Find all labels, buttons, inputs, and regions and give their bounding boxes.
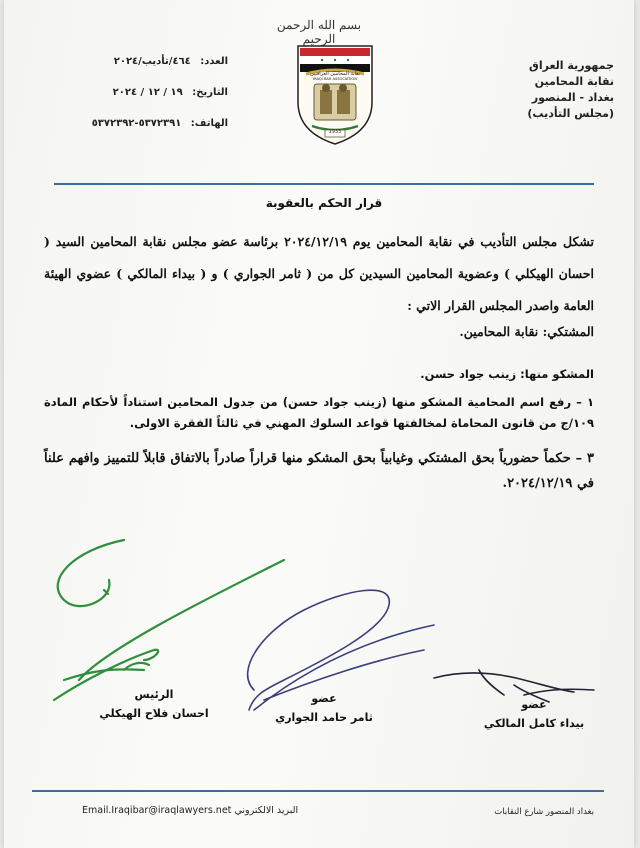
bar-association-logo [292, 40, 378, 146]
basmala: بسم الله الرحمن الرحيم [276, 18, 362, 46]
document-reference-block [68, 56, 228, 149]
reference-row [68, 56, 228, 87]
ruling-item-1: ١ – رفع اسم المحامية المشكو منها (زينب جواد حسن) من جدول المحامين استناداً لأحكام المادة ١٠٩/ج من قانون المحاماة لمخالفتها قواعد السلوك المهني في ثالثاً الفقرة الاولى. [44, 395, 594, 430]
organization-header [464, 58, 614, 122]
logo-year: 1933 [328, 129, 342, 135]
date-value: ١٩ / ١٢ / ٢٠٢٤ [112, 87, 183, 98]
signature-block-chairman [74, 688, 234, 720]
phone-value: ٥٣٧٢٣٩١-٥٣٧٢٣٩٢ [91, 118, 182, 129]
footer-address: بغداد المنصور شارع النقابات [494, 807, 594, 817]
member-1-name: ثامر حامد الجواري [275, 711, 373, 724]
date-row [68, 87, 228, 118]
complainant-line: المشتكي: نقابة المحامين. [459, 324, 594, 339]
footer-divider [32, 790, 604, 792]
member-1-role: عضو [311, 692, 337, 705]
org-name: نقابة المحامين [534, 75, 614, 88]
member-2-name: بيداء كامل المالكي [483, 717, 585, 730]
chairman-role: الرئيس [134, 688, 174, 701]
email-label: البريد الالكتروني [234, 805, 299, 816]
date-label: التاريخ: [192, 87, 228, 98]
phone-label: الهاتف: [190, 118, 228, 129]
ref-value: ٤٦٤/تأديب/٢٠٢٤ [113, 56, 191, 67]
chairman-name: احسان فلاح الهيكلي [99, 707, 209, 720]
signatures-area [4, 520, 640, 770]
signature-block-member-2 [454, 698, 614, 730]
document-sheet [4, 0, 634, 848]
signature-block-member-1 [244, 692, 404, 724]
email-link[interactable]: Email.Iraqibar@iraqlawyers.net [82, 805, 232, 816]
org-country: جمهورية العراق [529, 59, 614, 72]
signature-chairman [54, 540, 284, 700]
phone-row [68, 118, 228, 149]
logo-english-name: IRAQI BAR ASSOCIATION [313, 77, 357, 81]
defendant-line: المشكو منها: زينب جواد حسن. [420, 367, 594, 381]
org-location: بغداد - المنصور [531, 91, 614, 104]
footer-email-block [76, 805, 298, 816]
ruling-item-3: ٣ – حكماً حضورياً بحق المشتكي وغيابياً بحق المشكو منها قراراً صادراً بالاتفاق قابلاً للتمييز وافهم علناً في ٢٠٢٤/١٢/١٩. [44, 451, 594, 491]
header-divider [54, 183, 594, 185]
member-2-role: عضو [521, 698, 547, 711]
ref-label: العدد: [200, 56, 228, 67]
document-title: قرار الحكم بالعقوبة [265, 196, 383, 210]
org-department: (مجلس التأديب) [527, 107, 614, 120]
body-paragraph-1: تشكل مجلس التأديب في نقابة المحامين يوم ٢٠٢٤/١٢/١٩ برئاسة عضو مجلس نقابة المحامين السيد ( احسان الهيكلي ) وعضوية المحامين السيدين كل من ( ثامر الجواري ) و ( بيداء المالكي ) عضوي الهيئة العامة واصدر المجلس القرار الاتي : [44, 234, 594, 313]
logo-arabic-name: نقابة المحامين العراقيين [310, 71, 360, 77]
